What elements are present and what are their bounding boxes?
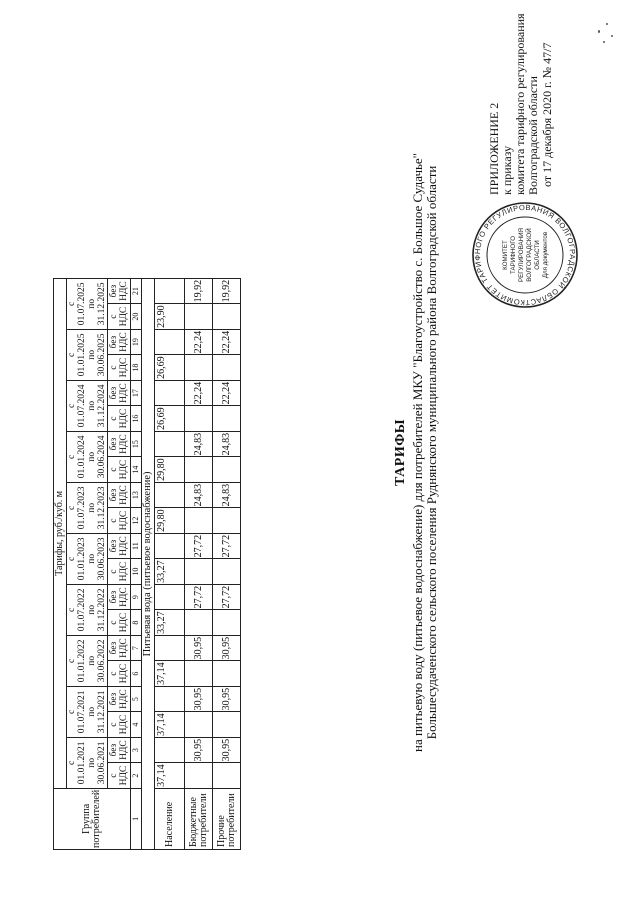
- tariff-cell: [155, 635, 185, 661]
- tariff-cell: [213, 712, 241, 738]
- vat-with-header: с НДС: [108, 457, 131, 483]
- tariff-cell: 22,24: [185, 329, 213, 355]
- vat-with-header: с НДС: [108, 712, 131, 738]
- attachment-line: к приказу: [500, 145, 514, 195]
- column-number: 6: [131, 661, 142, 687]
- column-number: 5: [131, 686, 142, 712]
- consumer-group: Население: [155, 788, 185, 849]
- vat-without-header: без НДС: [108, 533, 131, 559]
- period-header: с 01.01.2024 по 30.06.2024: [67, 431, 108, 482]
- tariff-cell: 24,83: [185, 431, 213, 457]
- tariff-cell: 24,83: [213, 431, 241, 457]
- tariff-cell: 33,27: [155, 610, 185, 636]
- tariff-cell: 27,72: [185, 584, 213, 610]
- column-number: 15: [131, 431, 142, 457]
- table-row: [155, 278, 185, 849]
- tariff-cell: 29,80: [155, 457, 185, 483]
- tariff-cell: [185, 406, 213, 432]
- tariff-cell: 33,27: [155, 559, 185, 585]
- scan-speck: [603, 41, 605, 43]
- header-row-periods: [67, 278, 108, 849]
- tariff-cell: 30,95: [213, 686, 241, 712]
- period-header: с 01.01.2023 по 30.06.2023: [67, 533, 108, 584]
- stamp-center-line: ТАРИФНОГО: [510, 235, 517, 275]
- tariff-cell: 30,95: [213, 737, 241, 763]
- column-number: 7: [131, 635, 142, 661]
- vat-with-header: с НДС: [108, 559, 131, 585]
- vat-without-header: без НДС: [108, 686, 131, 712]
- tariff-cell: 23,90: [155, 304, 185, 330]
- column-number: 14: [131, 457, 142, 483]
- tariff-cell: [185, 304, 213, 330]
- column-number: 13: [131, 482, 142, 508]
- tariff-cell: [185, 661, 213, 687]
- tariff-cell: [155, 380, 185, 406]
- stamp-center-line: КОМИТЕТ: [502, 240, 509, 270]
- attachment-line: Волгоградской области: [526, 76, 540, 195]
- tariff-cell: [213, 304, 241, 330]
- attachment-line: ПРИЛОЖЕНИЕ 2: [487, 102, 501, 195]
- order-date: от 17 декабря 2020 г. № 47/7: [540, 42, 554, 187]
- stamp-center-line: ВОЛГОГРАДСКОЙ: [526, 228, 533, 282]
- tariff-cell: [155, 278, 185, 304]
- consumer-group: Прочие потребители: [213, 788, 241, 849]
- tariff-cell: [185, 610, 213, 636]
- tariff-cell: [155, 686, 185, 712]
- vat-without-header: без НДС: [108, 329, 131, 355]
- document-subtitle-line2: Большесудаченского сельского поселения Руднянского муниципального района Волгоградской области: [424, 165, 439, 740]
- tariff-cell: 27,72: [185, 533, 213, 559]
- period-header: с 01.01.2021 по 30.06.2021: [67, 737, 108, 788]
- tariff-cell: [213, 508, 241, 534]
- attachment-line: комитета тарифного регулирования: [513, 13, 527, 195]
- tariff-cell: 27,72: [213, 533, 241, 559]
- vat-with-header: с НДС: [108, 610, 131, 636]
- tariff-cell: 37,14: [155, 712, 185, 738]
- period-header: с 01.07.2022 по 31.12.2022: [67, 584, 108, 635]
- period-header: с 01.01.2022 по 30.06.2022: [67, 635, 108, 686]
- column-number: 1: [131, 788, 142, 849]
- vat-without-header: без НДС: [108, 278, 131, 304]
- vat-without-header: без НДС: [108, 635, 131, 661]
- vat-without-header: без НДС: [108, 584, 131, 610]
- tariffs-table: [53, 278, 241, 850]
- stamp-center-line: Для документов: [542, 231, 549, 279]
- column-number: 9: [131, 584, 142, 610]
- period-header: с 01.07.2023 по 31.12.2023: [67, 482, 108, 533]
- section-row: [142, 278, 155, 849]
- tariff-cell: [213, 661, 241, 687]
- tariff-cell: 30,95: [213, 635, 241, 661]
- tariff-cell: 22,24: [185, 380, 213, 406]
- tariff-cell: [155, 584, 185, 610]
- document-subtitle-line1: на питьевую воду (питьевое водоснабжение) для потребителей МКУ "Благоустройство с. Большое Судачье": [410, 153, 425, 752]
- period-header: с 01.07.2021 по 31.12.2021: [67, 686, 108, 737]
- column-number: 11: [131, 533, 142, 559]
- stamp-outer-text: КОМИТЕТ ТАРИФНОГО РЕГУЛИРОВАНИЯ ВОЛГОГРАДСКОЙ ОБЛАСТ: [472, 202, 578, 308]
- vat-with-header: с НДС: [108, 304, 131, 330]
- period-header: с 01.01.2025 по 30.06.2025: [67, 329, 108, 380]
- vat-with-header: с НДС: [108, 763, 131, 789]
- scan-speck: [611, 35, 613, 37]
- tariff-cell: [185, 355, 213, 381]
- column-number: 19: [131, 329, 142, 355]
- tariff-cell: 27,72: [213, 584, 241, 610]
- vat-with-header: с НДС: [108, 406, 131, 432]
- scan-speck: [598, 30, 600, 33]
- period-header: с 01.07.2024 по 31.12.2024: [67, 380, 108, 431]
- tariff-cell: [213, 355, 241, 381]
- period-header: с 01.07.2025 по 31.12.2025: [67, 278, 108, 329]
- group-column-header: Группа потребителей: [54, 788, 131, 849]
- tariff-cell: [213, 610, 241, 636]
- tariff-cell: 24,83: [185, 482, 213, 508]
- tariff-cell: [185, 508, 213, 534]
- tariff-cell: [213, 763, 241, 789]
- tariff-cell: 24,83: [213, 482, 241, 508]
- tariff-cell: [155, 482, 185, 508]
- tariff-cell: [185, 457, 213, 483]
- scan-speck: [606, 23, 608, 25]
- tariff-cell: 22,24: [213, 380, 241, 406]
- tariff-cell: [155, 533, 185, 559]
- tariff-cell: 37,14: [155, 763, 185, 789]
- section-title: Питьевая вода (питьевое водоснабжение): [142, 278, 155, 849]
- tariff-cell: 19,92: [185, 278, 213, 304]
- official-stamp: [470, 200, 580, 310]
- tariff-cell: [213, 406, 241, 432]
- tariff-cell: [185, 559, 213, 585]
- tariff-cell: [155, 737, 185, 763]
- column-number: 20: [131, 304, 142, 330]
- tariff-cell: [185, 712, 213, 738]
- header-row-vat: [108, 278, 131, 849]
- tariff-cell: 22,24: [213, 329, 241, 355]
- document-title: ТАРИФЫ: [393, 419, 408, 486]
- tariff-cell: 30,95: [185, 635, 213, 661]
- stamp-center-line: РЕГУЛИРОВАНИЯ: [518, 227, 525, 283]
- tariff-cell: 30,95: [185, 737, 213, 763]
- tariff-cell: [155, 329, 185, 355]
- column-number: 4: [131, 712, 142, 738]
- tariff-cell: 29,80: [155, 508, 185, 534]
- tariff-cell: 26,69: [155, 355, 185, 381]
- vat-without-header: без НДС: [108, 380, 131, 406]
- column-number: 16: [131, 406, 142, 432]
- tariff-cell: 26,69: [155, 406, 185, 432]
- tariffs-header: Тарифы, руб./куб. м: [54, 278, 67, 788]
- header-row-top: [54, 278, 67, 849]
- tariff-cell: [185, 763, 213, 789]
- tariff-cell: 37,14: [155, 661, 185, 687]
- column-number: 8: [131, 610, 142, 636]
- tariff-cell: [213, 457, 241, 483]
- tariff-cell: [155, 431, 185, 457]
- vat-with-header: с НДС: [108, 355, 131, 381]
- attachment-block: [488, 13, 540, 195]
- stamp-center-line: ОБЛАСТИ: [534, 240, 541, 270]
- column-number: 2: [131, 763, 142, 789]
- tariff-cell: 30,95: [185, 686, 213, 712]
- stamp-seal-icon: [470, 200, 580, 310]
- vat-without-header: без НДС: [108, 737, 131, 763]
- column-number: 3: [131, 737, 142, 763]
- vat-with-header: с НДС: [108, 508, 131, 534]
- tariff-cell: 19,92: [213, 278, 241, 304]
- table-row: [213, 278, 241, 849]
- vat-without-header: без НДС: [108, 431, 131, 457]
- tariff-cell: [213, 559, 241, 585]
- vat-without-header: без НДС: [108, 482, 131, 508]
- consumer-group: Бюджетные потребители: [185, 788, 213, 849]
- column-number: 12: [131, 508, 142, 534]
- column-numbers-row: [131, 278, 142, 849]
- column-number: 17: [131, 380, 142, 406]
- table-row: [185, 278, 213, 849]
- column-number: 18: [131, 355, 142, 381]
- vat-with-header: с НДС: [108, 661, 131, 687]
- column-number: 21: [131, 278, 142, 304]
- column-number: 10: [131, 559, 142, 585]
